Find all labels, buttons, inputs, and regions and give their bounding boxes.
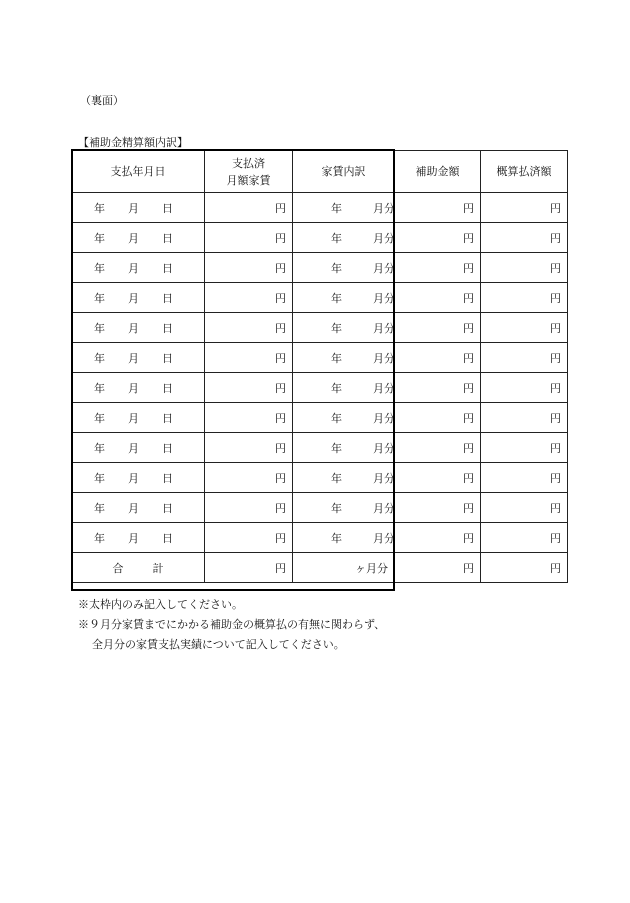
day-label: 日 xyxy=(162,291,173,305)
year-label: 年 xyxy=(94,411,105,425)
rent-month-label: 月分 xyxy=(373,261,395,275)
subsidy-amount-cell[interactable]: 円 xyxy=(395,253,481,283)
table-row xyxy=(72,283,568,313)
paid-rent-cell[interactable]: 円 xyxy=(205,223,293,253)
paid-rent-cell[interactable]: 円 xyxy=(205,283,293,313)
year-label: 年 xyxy=(94,261,105,275)
paid-rent-cell[interactable]: 円 xyxy=(205,463,293,493)
rent-breakdown-cell[interactable] xyxy=(293,343,395,373)
subsidy-amount-cell[interactable]: 円 xyxy=(395,403,481,433)
rent-breakdown-cell[interactable] xyxy=(293,313,395,343)
rent-breakdown-cell[interactable] xyxy=(293,223,395,253)
rent-breakdown-cell[interactable] xyxy=(293,463,395,493)
payment-date-cell[interactable] xyxy=(72,523,205,553)
table-row xyxy=(72,493,568,523)
advance-paid-cell[interactable]: 円 xyxy=(481,403,568,433)
page-side-label: （裏面） xyxy=(80,94,124,107)
rent-month-label: 月分 xyxy=(373,411,395,425)
day-label: 日 xyxy=(162,531,173,545)
header-advance-paid: 概算払済額 xyxy=(481,151,568,193)
year-label: 年 xyxy=(94,441,105,455)
section-title: 【補助金精算額内訳】 xyxy=(78,136,188,149)
day-label: 日 xyxy=(162,411,173,425)
rent-breakdown-cell[interactable] xyxy=(293,283,395,313)
month-label: 月 xyxy=(128,531,139,545)
advance-paid-cell[interactable]: 円 xyxy=(481,253,568,283)
paid-rent-cell[interactable]: 円 xyxy=(205,433,293,463)
subsidy-amount-cell[interactable]: 円 xyxy=(395,193,481,223)
year-label: 年 xyxy=(94,471,105,485)
year-label: 年 xyxy=(94,351,105,365)
advance-paid-cell[interactable]: 円 xyxy=(481,283,568,313)
month-label: 月 xyxy=(128,411,139,425)
subsidy-amount-cell[interactable]: 円 xyxy=(395,283,481,313)
month-label: 月 xyxy=(128,231,139,245)
rent-breakdown-cell[interactable] xyxy=(293,493,395,523)
month-label: 月 xyxy=(128,381,139,395)
rent-month-label: 月分 xyxy=(373,531,395,545)
day-label: 日 xyxy=(162,471,173,485)
total-label xyxy=(72,553,205,583)
rent-month-label: 月分 xyxy=(373,501,395,515)
subsidy-amount-cell[interactable]: 円 xyxy=(395,463,481,493)
advance-paid-cell[interactable]: 円 xyxy=(481,223,568,253)
year-label: 年 xyxy=(94,291,105,305)
year-label: 年 xyxy=(94,321,105,335)
rent-year-label: 年 xyxy=(331,291,342,305)
rent-month-label: 月分 xyxy=(373,441,395,455)
month-label: 月 xyxy=(128,321,139,335)
table-row xyxy=(72,253,568,283)
paid-rent-cell[interactable]: 円 xyxy=(205,313,293,343)
payment-date-cell[interactable] xyxy=(72,253,205,283)
rent-breakdown-cell[interactable] xyxy=(293,523,395,553)
total-advance-cell[interactable]: 円 xyxy=(481,553,568,583)
year-label: 年 xyxy=(94,531,105,545)
paid-rent-cell[interactable]: 円 xyxy=(205,403,293,433)
note-all-months: 全月分の家賃支払実績について記入してください。 xyxy=(92,638,345,651)
payment-date-cell[interactable] xyxy=(72,193,205,223)
day-label: 日 xyxy=(162,441,173,455)
year-label: 年 xyxy=(94,201,105,215)
table-row xyxy=(72,193,568,223)
payment-date-cell[interactable] xyxy=(72,313,205,343)
rent-year-label: 年 xyxy=(331,411,342,425)
day-label: 日 xyxy=(162,501,173,515)
month-label: 月 xyxy=(128,441,139,455)
subsidy-breakdown-table xyxy=(71,150,567,583)
total-paid-rent-cell[interactable]: 円 xyxy=(205,553,293,583)
day-label: 日 xyxy=(162,201,173,215)
rent-year-label: 年 xyxy=(331,501,342,515)
advance-paid-cell[interactable]: 円 xyxy=(481,193,568,223)
advance-paid-cell[interactable]: 円 xyxy=(481,313,568,343)
rent-breakdown-cell[interactable] xyxy=(293,253,395,283)
rent-month-label: 月分 xyxy=(373,351,395,365)
payment-date-cell[interactable] xyxy=(72,403,205,433)
month-label: 月 xyxy=(128,261,139,275)
subsidy-amount-cell[interactable]: 円 xyxy=(395,523,481,553)
subsidy-amount-cell[interactable]: 円 xyxy=(395,313,481,343)
rent-year-label: 年 xyxy=(331,471,342,485)
subsidy-amount-cell[interactable]: 円 xyxy=(395,373,481,403)
table-row xyxy=(72,373,568,403)
paid-rent-cell[interactable]: 円 xyxy=(205,373,293,403)
rent-year-label: 年 xyxy=(331,321,342,335)
subsidy-amount-cell[interactable]: 円 xyxy=(395,433,481,463)
total-months-cell[interactable]: ヶ月分 xyxy=(293,553,395,583)
header-subsidy-amount: 補助金額 xyxy=(395,151,481,193)
header-paid-rent xyxy=(205,151,293,193)
paid-rent-cell[interactable]: 円 xyxy=(205,343,293,373)
payment-date-cell[interactable] xyxy=(72,283,205,313)
advance-paid-cell[interactable]: 円 xyxy=(481,493,568,523)
year-label: 年 xyxy=(94,381,105,395)
total-label-char1: 合 xyxy=(112,561,124,575)
header-rent-breakdown: 家賃内訳 xyxy=(293,151,395,193)
paid-rent-cell[interactable]: 円 xyxy=(205,523,293,553)
header-paid-rent-line2: 月額家賃 xyxy=(226,173,271,187)
table-row xyxy=(72,313,568,343)
paid-rent-cell[interactable]: 円 xyxy=(205,193,293,223)
rent-breakdown-cell[interactable] xyxy=(293,403,395,433)
rent-year-label: 年 xyxy=(331,531,342,545)
payment-date-cell[interactable] xyxy=(72,493,205,523)
year-label: 年 xyxy=(94,231,105,245)
rent-month-label: 月分 xyxy=(373,201,395,215)
payment-date-cell[interactable] xyxy=(72,433,205,463)
total-label-char2: 計 xyxy=(152,561,164,575)
advance-paid-cell[interactable]: 円 xyxy=(481,373,568,403)
table-row xyxy=(72,223,568,253)
header-payment-date: 支払年月日 xyxy=(72,151,205,193)
total-row xyxy=(72,553,568,583)
subsidy-amount-cell[interactable]: 円 xyxy=(395,493,481,523)
rent-year-label: 年 xyxy=(331,441,342,455)
rent-month-label: 月分 xyxy=(373,291,395,305)
subsidy-amount-cell[interactable]: 円 xyxy=(395,343,481,373)
payment-date-cell[interactable] xyxy=(72,373,205,403)
header-paid-rent-line1: 支払済 xyxy=(232,156,265,170)
payment-date-cell[interactable] xyxy=(72,343,205,373)
payment-date-cell[interactable] xyxy=(72,463,205,493)
rent-year-label: 年 xyxy=(331,201,342,215)
note-fill-frame: ※太枠内のみ記入してください。 xyxy=(78,598,243,611)
advance-paid-cell[interactable]: 円 xyxy=(481,463,568,493)
table-row xyxy=(72,343,568,373)
advance-paid-cell[interactable]: 円 xyxy=(481,523,568,553)
rent-year-label: 年 xyxy=(331,381,342,395)
month-label: 月 xyxy=(128,201,139,215)
paid-rent-cell[interactable]: 円 xyxy=(205,493,293,523)
rent-month-label: 月分 xyxy=(373,231,395,245)
year-label: 年 xyxy=(94,501,105,515)
rent-month-label: 月分 xyxy=(373,321,395,335)
advance-paid-cell[interactable]: 円 xyxy=(481,433,568,463)
table-row xyxy=(72,433,568,463)
rent-month-label: 月分 xyxy=(373,381,395,395)
day-label: 日 xyxy=(162,321,173,335)
paid-rent-cell[interactable]: 円 xyxy=(205,253,293,283)
payment-date-cell[interactable] xyxy=(72,223,205,253)
day-label: 日 xyxy=(162,261,173,275)
rent-month-label: 月分 xyxy=(373,471,395,485)
month-label: 月 xyxy=(128,291,139,305)
month-label: 月 xyxy=(128,471,139,485)
rent-breakdown-cell[interactable] xyxy=(293,433,395,463)
month-label: 月 xyxy=(128,501,139,515)
month-label: 月 xyxy=(128,351,139,365)
total-subsidy-cell[interactable]: 円 xyxy=(395,553,481,583)
rent-breakdown-cell[interactable] xyxy=(293,373,395,403)
subsidy-amount-cell[interactable]: 円 xyxy=(395,223,481,253)
day-label: 日 xyxy=(162,381,173,395)
table-row xyxy=(72,523,568,553)
rent-year-label: 年 xyxy=(331,351,342,365)
rent-breakdown-cell[interactable] xyxy=(293,193,395,223)
note-september: ※９月分家賃までにかかる補助金の概算払の有無に関わらず、 xyxy=(78,618,386,631)
table-row xyxy=(72,403,568,433)
day-label: 日 xyxy=(162,351,173,365)
rent-year-label: 年 xyxy=(331,231,342,245)
table-row xyxy=(72,463,568,493)
day-label: 日 xyxy=(162,231,173,245)
advance-paid-cell[interactable]: 円 xyxy=(481,343,568,373)
rent-year-label: 年 xyxy=(331,261,342,275)
header-row xyxy=(72,151,568,193)
